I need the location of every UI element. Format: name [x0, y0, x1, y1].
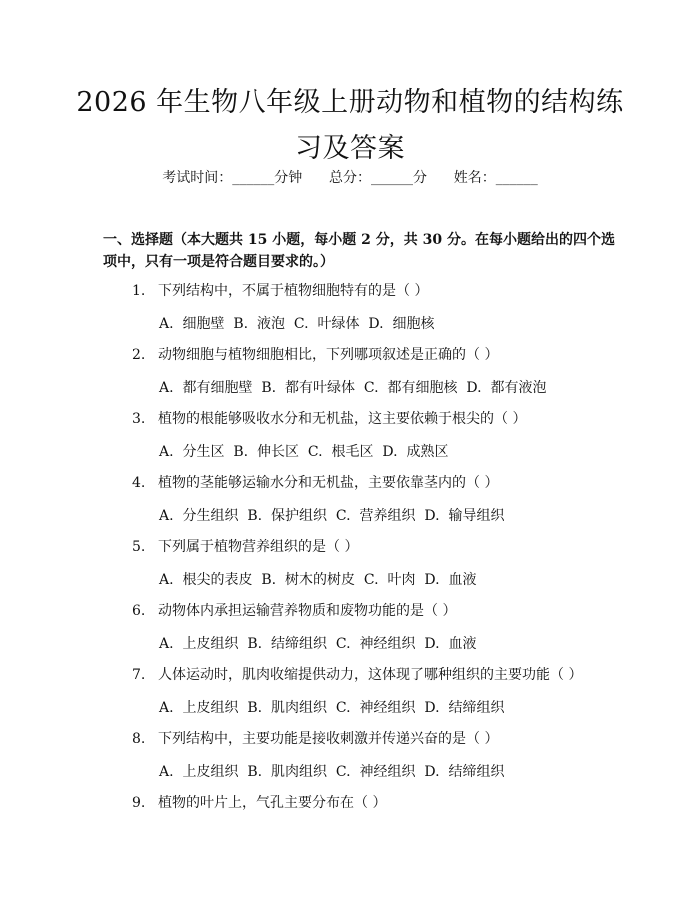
question-2-options: A. 都有细胞壁 B. 都有叶绿体 C. 都有细胞核 D. 都有液泡	[159, 380, 547, 396]
question-number: 2.	[132, 347, 146, 363]
question-3	[132, 409, 672, 429]
question-9	[132, 793, 672, 813]
question-text: 植物的茎能够运输水分和无机盐，主要依靠茎内的（ ）	[158, 475, 499, 491]
question-text: 动物体内承担运输营养物质和废物功能的是（ ）	[158, 603, 457, 619]
document-title	[60, 80, 640, 172]
question-5	[132, 537, 672, 557]
question-number: 4.	[132, 475, 146, 491]
question-7-options: A. 上皮组织 B. 肌肉组织 C. 神经组织 D. 结缔组织	[159, 700, 505, 716]
question-1-options: A. 细胞壁 B. 液泡 C. 叶绿体 D. 细胞核	[159, 316, 435, 332]
question-text: 下列结构中，不属于植物细胞特有的是（ ）	[158, 283, 429, 299]
question-4-options: A. 分生组织 B. 保护组织 C. 营养组织 D. 输导组织	[159, 508, 505, 524]
title-line-1: 2026 年生物八年级上册动物和植物的结构练	[76, 87, 624, 118]
question-7	[132, 665, 672, 685]
question-8-options: A. 上皮组织 B. 肌肉组织 C. 神经组织 D. 结缔组织	[159, 764, 505, 780]
question-text: 下列属于植物营养组织的是（ ）	[158, 539, 359, 555]
question-number: 1.	[132, 283, 146, 299]
section-heading: 一、选择题（本大题共 15 小题，每小题 2 分，共 30 分。在每小题给出的四个选项中，只有一项是符合题目要求的。）	[103, 232, 615, 270]
question-number: 3.	[132, 411, 146, 427]
exam-info-line: 考试时间：______分钟 总分：______分 姓名：______	[162, 170, 538, 186]
question-text: 动物细胞与植物细胞相比，下列哪项叙述是正确的（ ）	[158, 347, 499, 363]
question-number: 7.	[132, 667, 146, 683]
question-number: 9.	[132, 795, 146, 811]
question-8	[132, 729, 672, 749]
question-5-options: A. 根尖的表皮 B. 树木的树皮 C. 叶肉 D. 血液	[159, 572, 477, 588]
question-4	[132, 473, 672, 493]
question-number: 8.	[132, 731, 146, 747]
question-number: 6.	[132, 603, 146, 619]
question-text: 下列结构中，主要功能是接收刺激并传递兴奋的是（ ）	[158, 731, 499, 747]
question-6-options: A. 上皮组织 B. 结缔组织 C. 神经组织 D. 血液	[159, 636, 477, 652]
question-text: 植物的根能够吸收水分和无机盐，这主要依赖于根尖的（ ）	[158, 411, 527, 427]
question-1	[132, 281, 672, 301]
title-line-2: 习及答案	[295, 133, 405, 164]
question-text: 植物的叶片上，气孔主要分布在（ ）	[158, 795, 387, 811]
question-2	[132, 345, 672, 365]
question-number: 5.	[132, 539, 146, 555]
question-6	[132, 601, 672, 621]
question-3-options: A. 分生区 B. 伸长区 C. 根毛区 D. 成熟区	[159, 444, 449, 460]
question-text: 人体运动时，肌肉收缩提供动力，这体现了哪种组织的主要功能（ ）	[158, 667, 583, 683]
